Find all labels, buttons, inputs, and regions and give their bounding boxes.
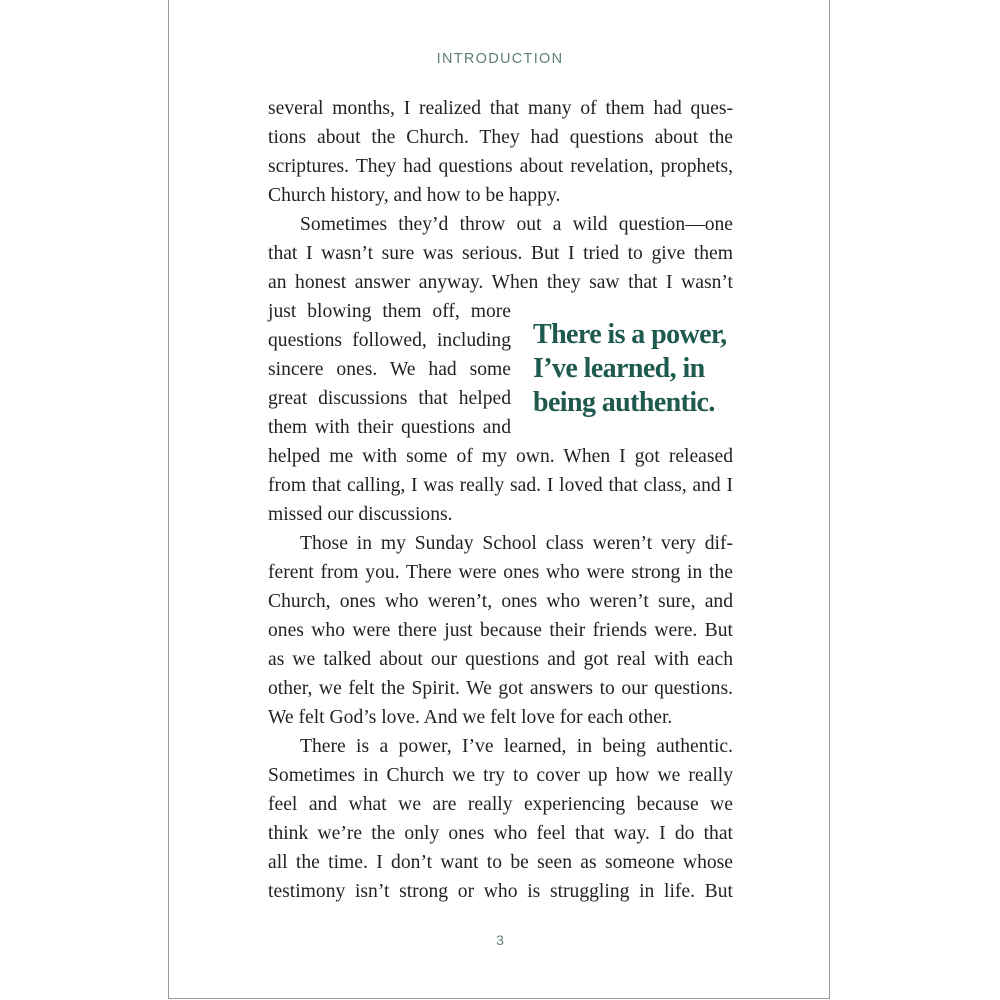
- body-line: several months, I realized that many of them had ques-: [268, 98, 733, 119]
- body-line: We felt God’s love. And we felt love for each other.: [268, 707, 673, 728]
- running-head: INTRODUCTION: [436, 51, 564, 67]
- pull-quote: [533, 318, 748, 420]
- body-line: helped me with some of my own. When I got released: [268, 446, 733, 467]
- body-line: other, we felt the Spirit. We got answers to our questions.: [268, 678, 733, 699]
- body-line: ferent from you. There were ones who were strong in the: [268, 562, 733, 583]
- body-line: sincere ones. We had some: [268, 359, 511, 380]
- body-line: think we’re the only ones who feel that way. I do that: [268, 823, 733, 844]
- body-line: questions followed, including: [268, 330, 511, 351]
- body-line: There is a power, I’ve learned, in being authentic.: [300, 736, 733, 757]
- body-line: Sometimes in Church we try to cover up how we really: [268, 765, 733, 786]
- body-line: an honest answer anyway. When they saw that I wasn’t: [268, 272, 733, 293]
- body-line: them with their questions and: [268, 417, 511, 438]
- body-line: from that calling, I was really sad. I loved that class, and I: [268, 475, 733, 496]
- body-line: Those in my Sunday School class weren’t very dif-: [300, 533, 733, 554]
- pull-quote-line: I’ve learned, in: [533, 353, 705, 384]
- body-line: ones who were there just because their friends were. But: [268, 620, 733, 641]
- page-number: 3: [496, 932, 504, 948]
- body-line: as we talked about our questions and got real with each: [268, 649, 733, 670]
- pull-quote-line: There is a power,: [533, 319, 727, 350]
- body-line: just blowing them off, more: [268, 301, 511, 322]
- body-line: Sometimes they’d throw out a wild question—one: [300, 214, 733, 235]
- body-line: testimony isn’t strong or who is struggling in life. But: [268, 881, 733, 902]
- pull-quote-line: being authentic.: [533, 387, 715, 418]
- body-line: scriptures. They had questions about revelation, prophets,: [268, 156, 733, 177]
- body-line: all the time. I don’t want to be seen as someone whose: [268, 852, 733, 873]
- body-line: Church history, and how to be happy.: [268, 185, 561, 206]
- body-line: feel and what we are really experiencing because we: [268, 794, 733, 815]
- body-line: great discussions that helped: [268, 388, 511, 409]
- body-line: Church, ones who weren’t, ones who weren’t sure, and: [268, 591, 733, 612]
- body-line: tions about the Church. They had questions about the: [268, 127, 733, 148]
- body-line: that I wasn’t sure was serious. But I tried to give them: [268, 243, 733, 264]
- body-line: missed our discussions.: [268, 504, 453, 525]
